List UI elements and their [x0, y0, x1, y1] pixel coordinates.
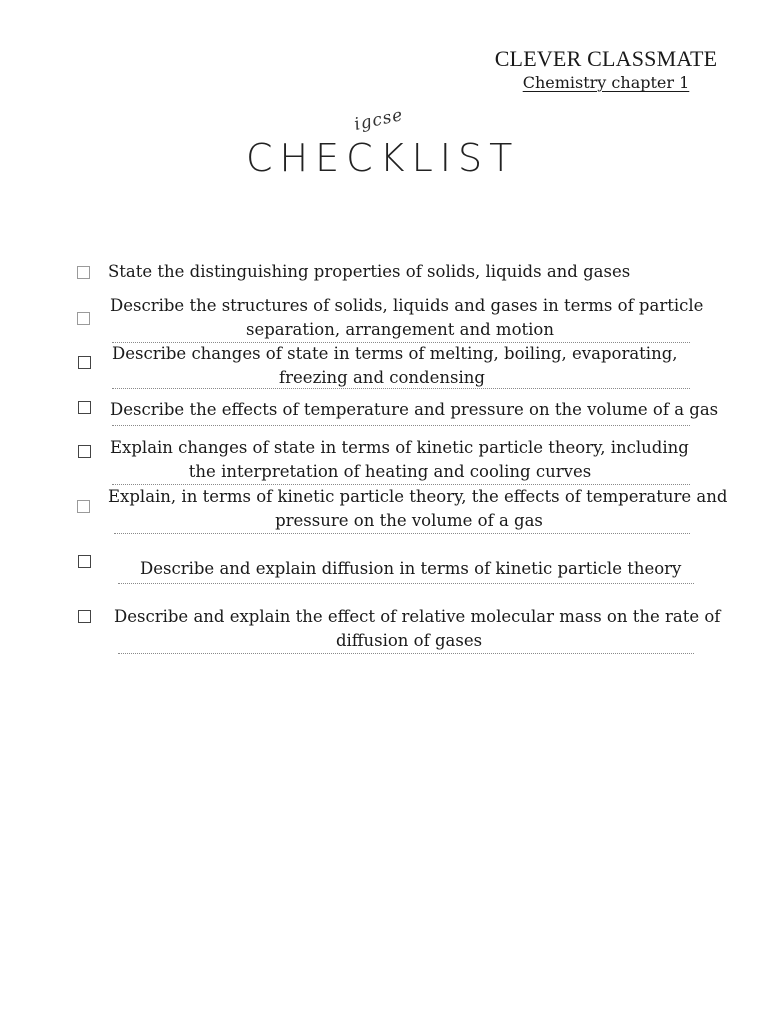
item-text [112, 342, 678, 390]
item-line: State the distinguishing properties of solids, liquids and gases [108, 262, 631, 281]
item-line: pressure on the volume of a gas [275, 511, 543, 530]
item-line: Describe the structures of solids, liquids and gases in terms of particle [110, 296, 704, 315]
item-line: separation, arrangement and motion [246, 320, 554, 339]
dotted-rule [114, 533, 690, 534]
chapter-subtitle: Chemistry chapter 1 [522, 73, 690, 92]
item-text [114, 605, 721, 653]
item-text [110, 294, 704, 342]
dotted-rule [112, 388, 690, 389]
item-line: Describe the effects of temperature and pressure on the volume of a gas [110, 400, 719, 419]
item-text [140, 557, 680, 581]
item-line: Describe and explain the effect of relative molecular mass on the rate of [114, 607, 721, 626]
checkbox[interactable] [78, 610, 91, 623]
checkbox[interactable] [77, 500, 90, 513]
item-text [110, 398, 719, 422]
checkbox[interactable] [78, 555, 91, 568]
checkbox[interactable] [78, 356, 91, 369]
page-title: CHECKLIST [246, 136, 520, 180]
item-text [108, 260, 631, 284]
item-line: freezing and condensing [279, 368, 485, 387]
dotted-rule [118, 653, 694, 654]
item-line: the interpretation of heating and cooling curves [188, 462, 592, 481]
item-line: Describe and explain diffusion in terms of kinetic particle theory [140, 559, 682, 578]
item-text [108, 485, 728, 533]
checkbox[interactable] [77, 266, 90, 279]
item-line: diffusion of gases [335, 631, 483, 650]
checkbox[interactable] [78, 445, 91, 458]
dotted-rule [112, 425, 690, 426]
item-line: Describe changes of state in terms of melting, boiling, evaporating, [112, 344, 678, 363]
item-line: Explain changes of state in terms of kinetic particle theory, including [110, 438, 689, 457]
script-caption: igcse [352, 105, 406, 135]
item-text [110, 436, 689, 484]
checkbox[interactable] [78, 401, 91, 414]
brand-header [486, 46, 726, 94]
brand-name: CLEVER CLASSMATE [494, 46, 718, 71]
item-line: Explain, in terms of kinetic particle theory, the effects of temperature and [108, 487, 728, 506]
checkbox[interactable] [77, 312, 90, 325]
dotted-rule [118, 583, 694, 584]
